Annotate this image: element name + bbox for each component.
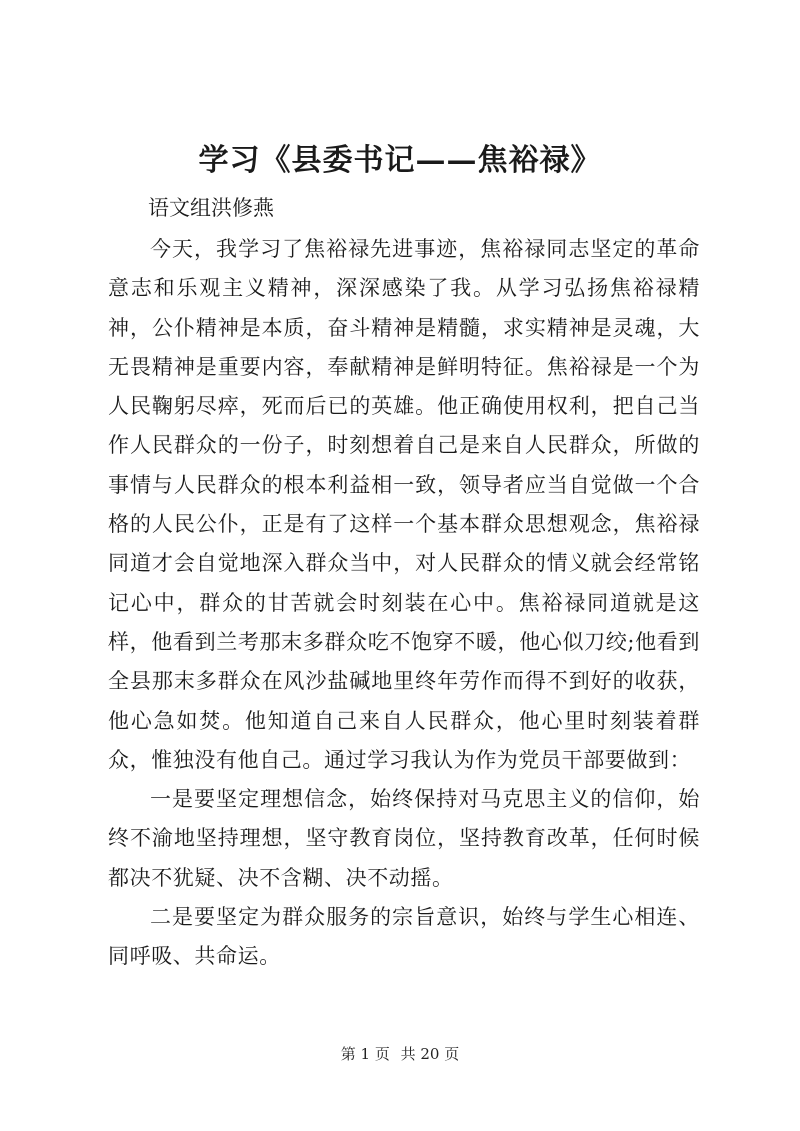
document-author: 语文组洪修燕 [148, 196, 274, 220]
document-title: 学习《县委书记——焦裕禄》 [198, 143, 602, 178]
paragraph: 二是要坚定为群众服务的宗旨意识，始终与学生心相连、同呼吸、共命运。 [108, 905, 700, 969]
paragraph: 今天，我学习了焦裕禄先进事迹，焦裕禄同志坚定的革命意志和乐观主义精神，深深感染了我。从学习弘扬焦裕禄精神，公仆精神是本质，奋斗精神是精髓，求实精神是灵魂，大无畏精神是重要内容，奉献精神是鲜明特征。焦裕禄是一个为人民鞠躬尽瘁，死而后已的英雄。他正确使用权利，把自己当作人民群众的一份子，时刻想着自己是来自人民群众，所做的事情与人民群众的根本利益相一致，领导者应当自觉做一个合格的人民公仆，正是有了这样一个基本群众思想观念，焦裕禄同道才会自觉地深入群众当中，对人民群众的情义就会经常铭记心中，群众的甘苦就会时刻装在心中。焦裕禄同道就是这样，他看到兰考那末多群众吃不饱穿不暖，他心似刀绞;他看到全县那末多群众在风沙盐碱地里终年劳作而得不到好的收获，他心急如焚。他知道自己来自人民群众，他心里时刻装着群众，惟独没有他自己。通过学习我认为作为党员干部要做到： [108, 237, 700, 772]
document-body [108, 230, 700, 977]
page-number: 第 1 页 [340, 1045, 390, 1063]
paragraph: 一是要坚定理想信念，始终保持对马克思主义的信仰，始终不渝地坚持理想，坚守教育岗位，坚持教育改革，任何时候都决不犹疑、决不含糊、决不动摇。 [108, 787, 700, 890]
page-footer [0, 1044, 800, 1064]
page-total: 共 20 页 [400, 1045, 460, 1063]
